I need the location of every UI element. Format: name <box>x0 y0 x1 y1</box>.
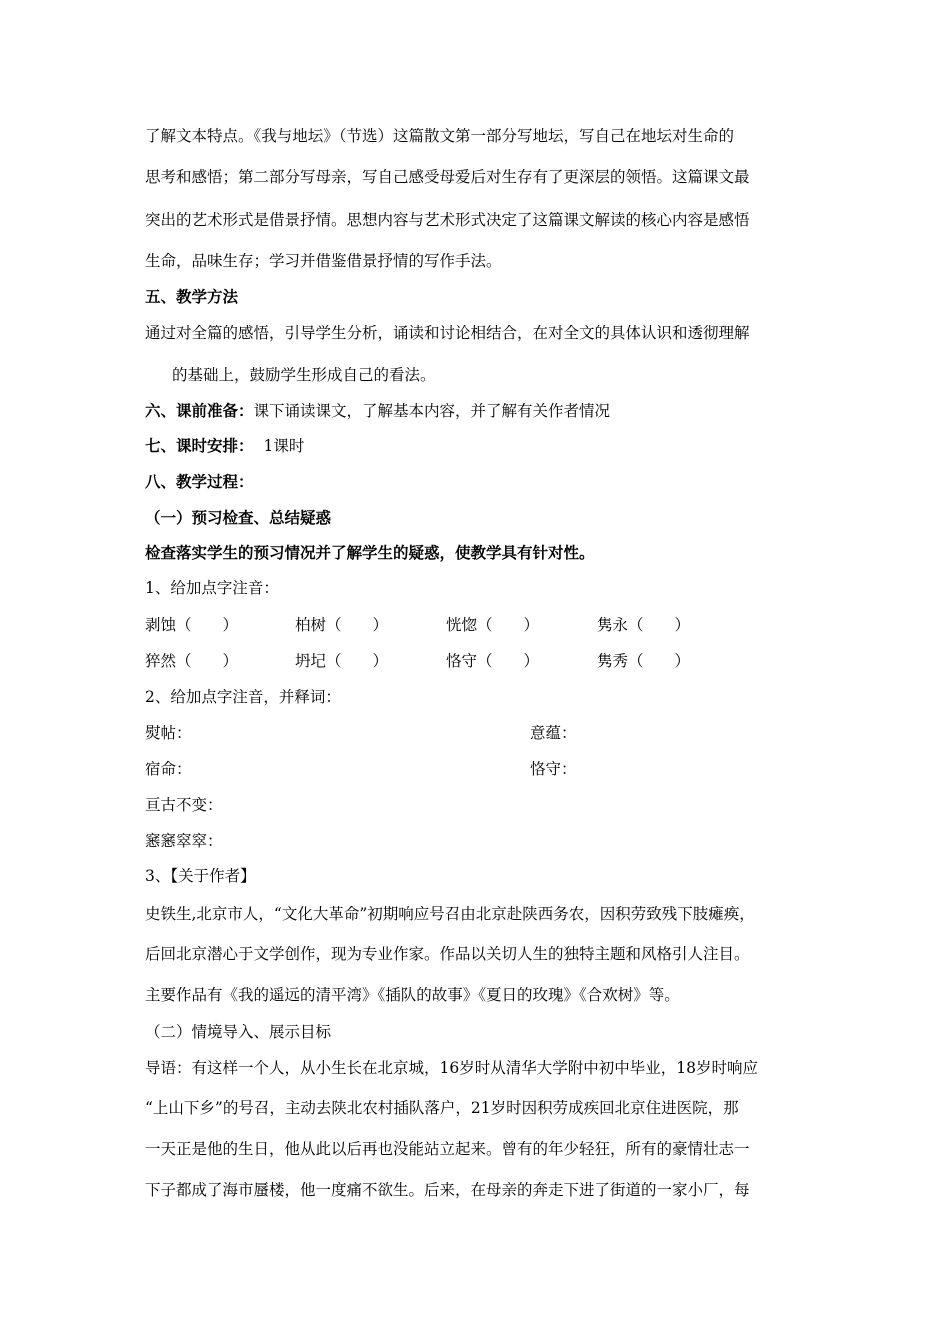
pinyin-item: 隽秀（ ） <box>597 652 691 670</box>
question-1: 1、给加点字注音： <box>145 579 279 597</box>
pinyin-item: 恪守（ ） <box>446 652 540 670</box>
section7-heading: 七、课时安排： <box>145 436 254 455</box>
pinyin-item: 坍圮（ ） <box>295 652 389 670</box>
intro-line-2: 思考和感悟；第二部分写母亲，写自己感受母爱后对生存有了更深层的领悟。这篇课文最 <box>145 168 750 186</box>
part2-line-2: “上山下乡”的号召，主动去陕北农村插队落户，21岁时因积劳成疾回北京住进医院，那 <box>145 1099 739 1117</box>
question-2: 2、给加点字注音，并释词： <box>145 688 341 706</box>
author-line-1: 史铁生,北京市人，“文化大革命”初期响应号召由北京赴陕西务农，因积劳致残下肢瘫痪， <box>145 905 755 923</box>
pinyin-item: 柏树（ ） <box>295 616 389 634</box>
word-item: 窸窸窣窣： <box>145 832 223 850</box>
intro-line-3: 突出的艺术形式是借景抒情。思想内容与艺术形式决定了这篇课文解读的核心内容是感悟 <box>145 211 750 229</box>
intro-line-4: 生命，品味生存；学习并借鉴借景抒情的写作手法。 <box>145 252 502 270</box>
part2-line-4: 下子都成了海市蜃楼，他一度痛不欲生。后来，在母亲的奔走下进了街道的一家小厂，每 <box>145 1181 750 1199</box>
part1-goal: 检查落实学生的预习情况并了解学生的疑惑，使教学具有针对性。 <box>145 543 595 562</box>
section5-line-1: 通过对全篇的感悟，引导学生分析，诵读和讨论相结合，在对全文的具体认识和透彻理解 <box>145 324 750 342</box>
word-item: 熨帖： <box>145 724 192 742</box>
section5-heading: 五、教学方法 <box>145 287 239 306</box>
intro-line-1: 了解文本特点。《我与地坛》（节选）这篇散文第一部分写地坛，写自己在地坛对生命的 <box>145 127 735 145</box>
part1-heading: （一）预习检查、总结疑惑 <box>145 508 332 527</box>
word-item: 宿命： <box>145 760 192 778</box>
section6 <box>145 401 610 421</box>
word-item: 恪守： <box>530 760 577 778</box>
section7-text: 1课时 <box>263 437 305 455</box>
section7 <box>145 436 304 456</box>
part2-line-1: 导语：有这样一个人，从小生长在北京城，16岁时从清华大学附中初中毕业，18岁时响应 <box>145 1059 758 1077</box>
part2-heading: （二）情境导入、展示目标 <box>145 1023 332 1041</box>
pinyin-item: 猝然（ ） <box>145 652 239 670</box>
question-3: 3、【关于作者】 <box>145 867 256 885</box>
pinyin-item: 隽永（ ） <box>597 616 691 634</box>
pinyin-item: 恍惚（ ） <box>446 616 540 634</box>
section8-heading: 八、教学过程： <box>145 472 254 491</box>
part2-line-3: 一天正是他的生日，他从此以后再也没能站立起来。曾有的年少轻狂，所有的豪情壮志一 <box>145 1140 750 1158</box>
author-line-3: 主要作品有《我的遥远的清平湾》《插队的故事》《夏日的玫瑰》《合欢树》等。 <box>145 986 680 1004</box>
pinyin-item: 剥蚀（ ） <box>145 616 239 634</box>
section6-heading: 六、课前准备： <box>145 401 254 420</box>
section6-text: 课下诵读课文，了解基本内容，并了解有关作者情况 <box>253 402 611 420</box>
word-item: 意蕴： <box>530 724 577 742</box>
word-item: 亘古不变： <box>145 796 223 814</box>
author-line-2: 后回北京潜心于文学创作，现为专业作家。作品以关切人生的独特主题和风格引人注目。 <box>145 945 750 963</box>
section5-line-2: 的基础上，鼓励学生形成自己的看法。 <box>172 366 436 384</box>
